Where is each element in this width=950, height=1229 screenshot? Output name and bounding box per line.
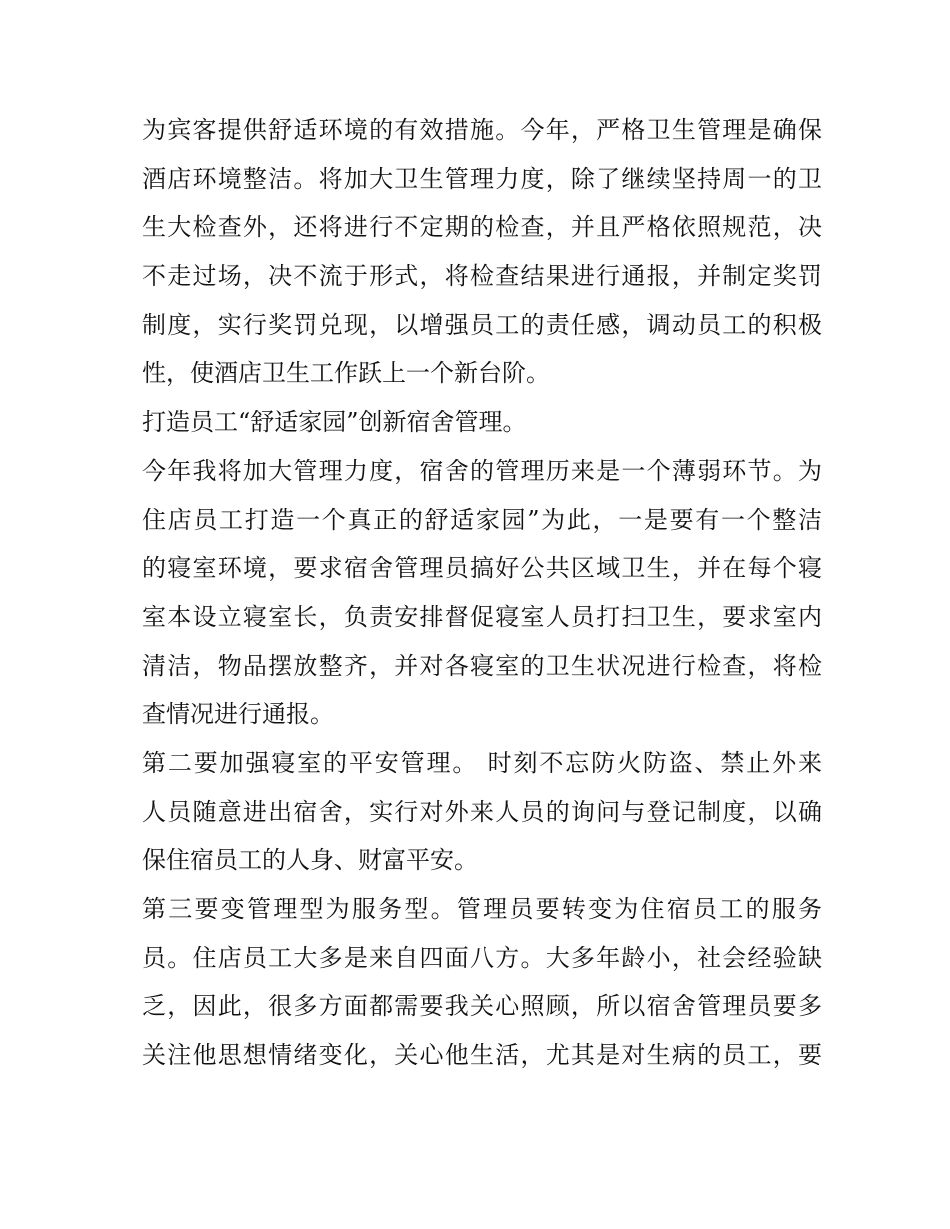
text-line: 第二要加强寝室的平安管理。 时刻不忘防火防盗、禁止外来 bbox=[142, 748, 822, 777]
text-line: 性，使酒店卫生工作跃上一个新台阶。 bbox=[142, 359, 550, 388]
text-line: 查情况进行通报。 bbox=[142, 700, 334, 729]
text-line: 住店员工打造一个真正的舒适家园”为此，一是要有一个整洁 bbox=[142, 505, 822, 534]
text-line: 的寝室环境，要求宿舍管理员搞好公共区域卫生，并在每个寝 bbox=[142, 554, 822, 583]
text-line: 生大检查外，还将进行不定期的检查，并且严格依照规范，决 bbox=[142, 213, 822, 242]
text-line: 为宾客提供舒适环境的有效措施。今年，严格卫生管理是确保 bbox=[142, 116, 822, 144]
text-line: 人员随意进出宿舍，实行对外来人员的询问与登记制度，以确 bbox=[142, 797, 822, 826]
text-line: 酒店环境整洁。将加大卫生管理力度，除了继续坚持周一的卫 bbox=[142, 164, 822, 193]
text-line: 乏，因此，很多方面都需要我关心照顾，所以宿舍管理员要多 bbox=[142, 992, 822, 1021]
text-line: 保住宿员工的人身、财富平安。 bbox=[142, 846, 478, 875]
text-line: 第三要变管理型为服务型。管理员要转变为住宿员工的服务 bbox=[142, 895, 822, 923]
text-line: 关注他思想情绪变化，关心他生活，尤其是对生病的员工，要 bbox=[142, 1041, 822, 1070]
text-line: 清洁，物品摆放整齐，并对各寝室的卫生状况进行检查，将检 bbox=[142, 651, 822, 680]
section-heading: 打造员工“舒适家园”创新宿舍管理。 bbox=[142, 408, 527, 437]
text-line: 今年我将加大管理力度，宿舍的管理历来是一个薄弱环节。为 bbox=[142, 456, 822, 485]
text-line: 不走过场，决不流于形式，将检查结果进行通报，并制定奖罚 bbox=[142, 262, 822, 291]
text-line: 室本设立寝室长，负责安排督促寝室人员打扫卫生，要求室内 bbox=[142, 602, 822, 631]
text-line: 员。住店员工大多是来自四面八方。大多年龄小，社会经验缺 bbox=[142, 943, 822, 972]
text-line: 制度，实行奖罚兑现，以增强员工的责任感，调动员工的积极 bbox=[142, 310, 822, 339]
document-body bbox=[142, 106, 822, 1080]
